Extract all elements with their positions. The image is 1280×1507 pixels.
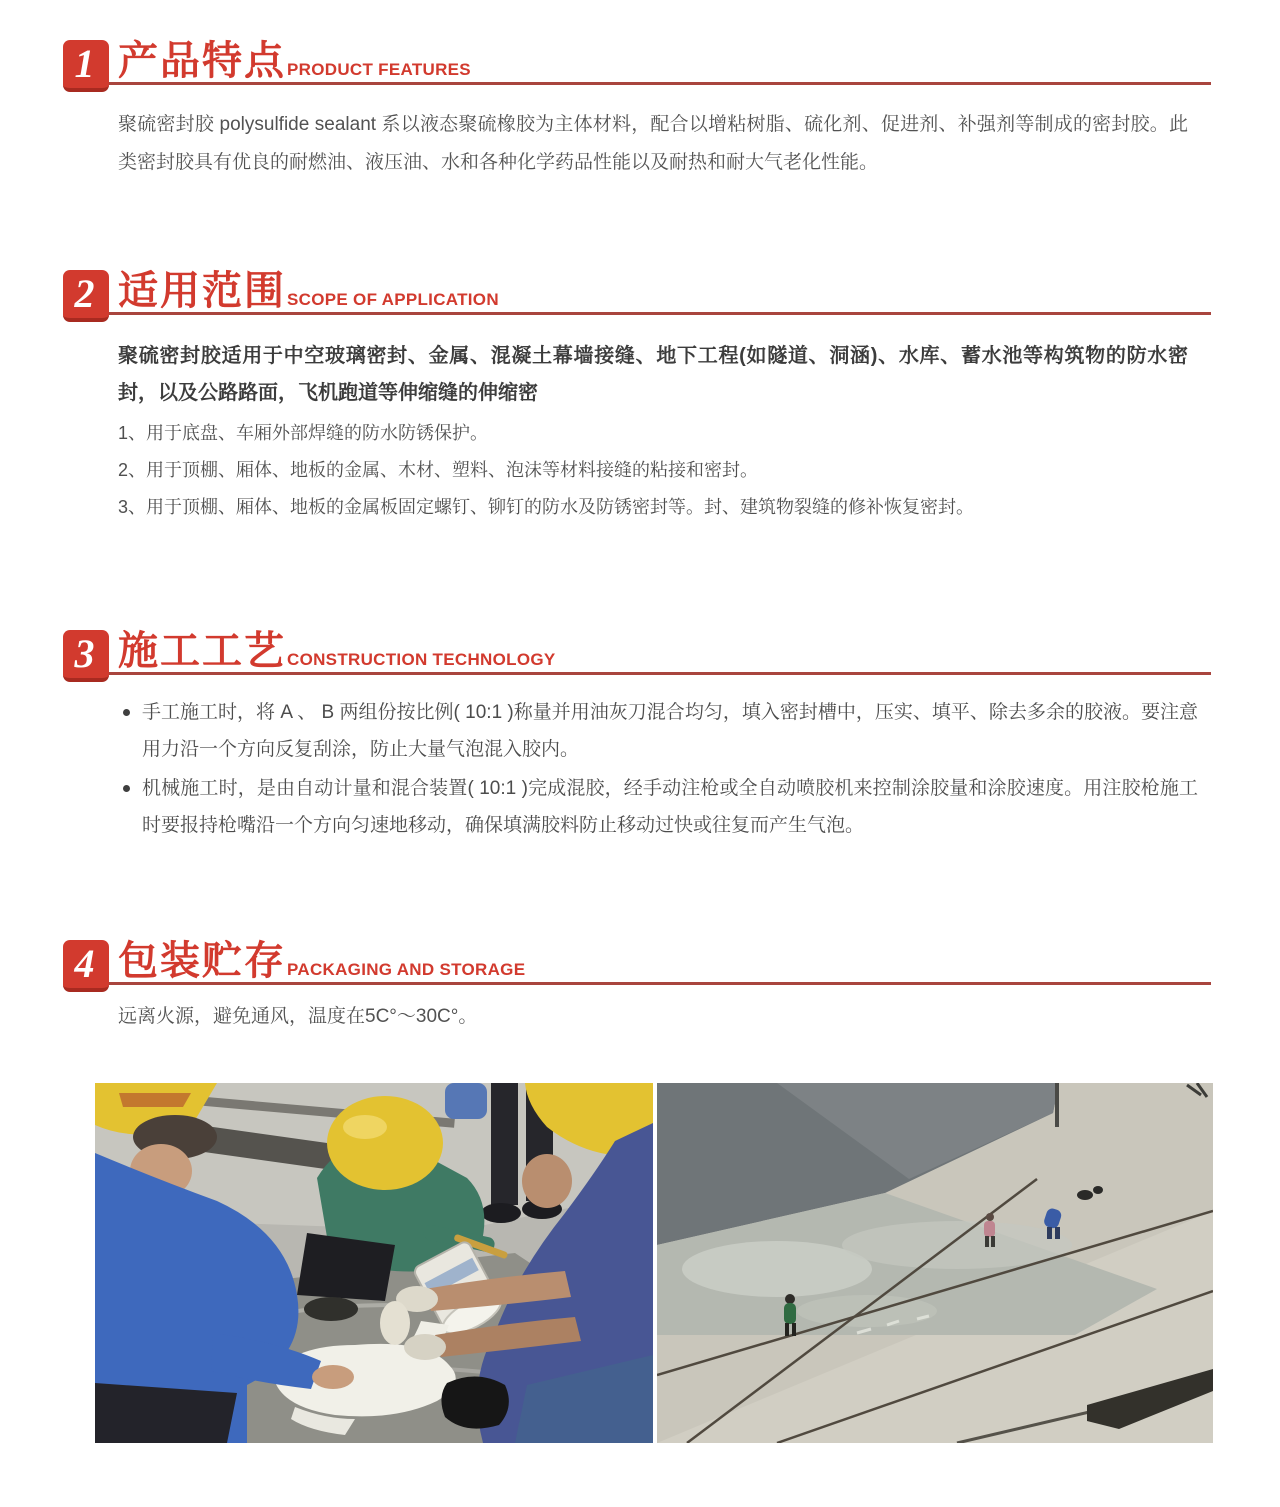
concrete-slope-photo (657, 1083, 1213, 1443)
section-number: 1 (74, 41, 95, 86)
scope-numbered-list (118, 418, 1193, 523)
bullet-item: 机械施工时，是由自动计量和混合装置( 10:1 )完成混胶，经手动注枪或全自动喷胶机来控制涂胶量和涂胶速度。用注胶枪施工时要报持枪嘴沿一个方向匀速地移动，确保填满胶料防止移动过快或往复而产生气泡。 (120, 770, 1198, 844)
section-number-badge (63, 270, 109, 322)
section-number: 4 (74, 941, 95, 986)
section-subtitle: PRODUCT FEATURES (287, 60, 471, 79)
storage-paragraph: 远离火源，避免通风，温度在5C°～30C°。 (118, 1006, 478, 1027)
section-number-badge (63, 40, 109, 92)
section-header (63, 630, 1205, 682)
sealant-application-photo (95, 1083, 653, 1443)
section-number-badge (63, 630, 109, 682)
photo-row (95, 1083, 1213, 1443)
section-title: 适用范围 (118, 269, 286, 313)
sealant-application-photo-svg (95, 1083, 653, 1443)
section-number: 2 (74, 271, 95, 316)
section-number-badge (63, 940, 109, 992)
section-subtitle: PACKAGING AND STORAGE (287, 960, 526, 979)
bullet-item: 手工施工时，将 A 、 B 两组份按比例( 10:1 )称量并用油灰刀混合均匀，填入密封槽中，压实、填平、除去多余的胶液。要注意用力沿一个方向反复刮涂，防止大量气泡混入胶内。 (120, 694, 1198, 768)
section-header (63, 940, 1205, 992)
section-subtitle: CONSTRUCTION TECHNOLOGY (287, 650, 556, 669)
list-item: 3、用于顶棚、厢体、地板的金属板固定螺钉、铆钉的防水及防锈密封等。封、建筑物裂缝的修补恢复密封。 (118, 497, 975, 517)
concrete-slope-photo-svg (657, 1083, 1213, 1443)
section-title: 产品特点 (118, 39, 286, 83)
section-product-features (63, 40, 1205, 182)
scope-lead-paragraph: 聚硫密封胶适用于中空玻璃密封、金属、混凝土幕墙接缝、地下工程(如隧道、洞涵)、水库、蓄水池等构筑物的防水密封，以及公路路面，飞机跑道等伸缩缝的伸缩密 (118, 345, 1188, 404)
section-packaging-and-storage (63, 940, 1205, 1032)
section-scope-of-application (63, 270, 1205, 529)
section-construction-technology (63, 630, 1205, 844)
section-title: 包装贮存 (118, 939, 286, 983)
section-header (63, 40, 1205, 92)
list-item: 1、用于底盘、车厢外部焊缝的防水防锈保护。 (118, 423, 489, 443)
section-title: 施工工艺 (118, 629, 286, 673)
features-paragraph: 聚硫密封胶 polysulfide sealant 系以液态聚硫橡胶为主体材料，配合以增粘树脂、硫化剂、促进剂、补强剂等制成的密封胶。此类密封胶具有优良的耐燃油、液压油、水和各种化学药品性能以及耐热和耐大气老化性能。 (118, 114, 1188, 173)
section-number: 3 (74, 631, 95, 676)
section-header (63, 270, 1205, 322)
section-subtitle: SCOPE OF APPLICATION (287, 290, 499, 309)
construction-bullet-list (120, 694, 1198, 844)
list-item: 2、用于顶棚、厢体、地板的金属、木材、塑料、泡沫等材料接缝的粘接和密封。 (118, 460, 759, 480)
